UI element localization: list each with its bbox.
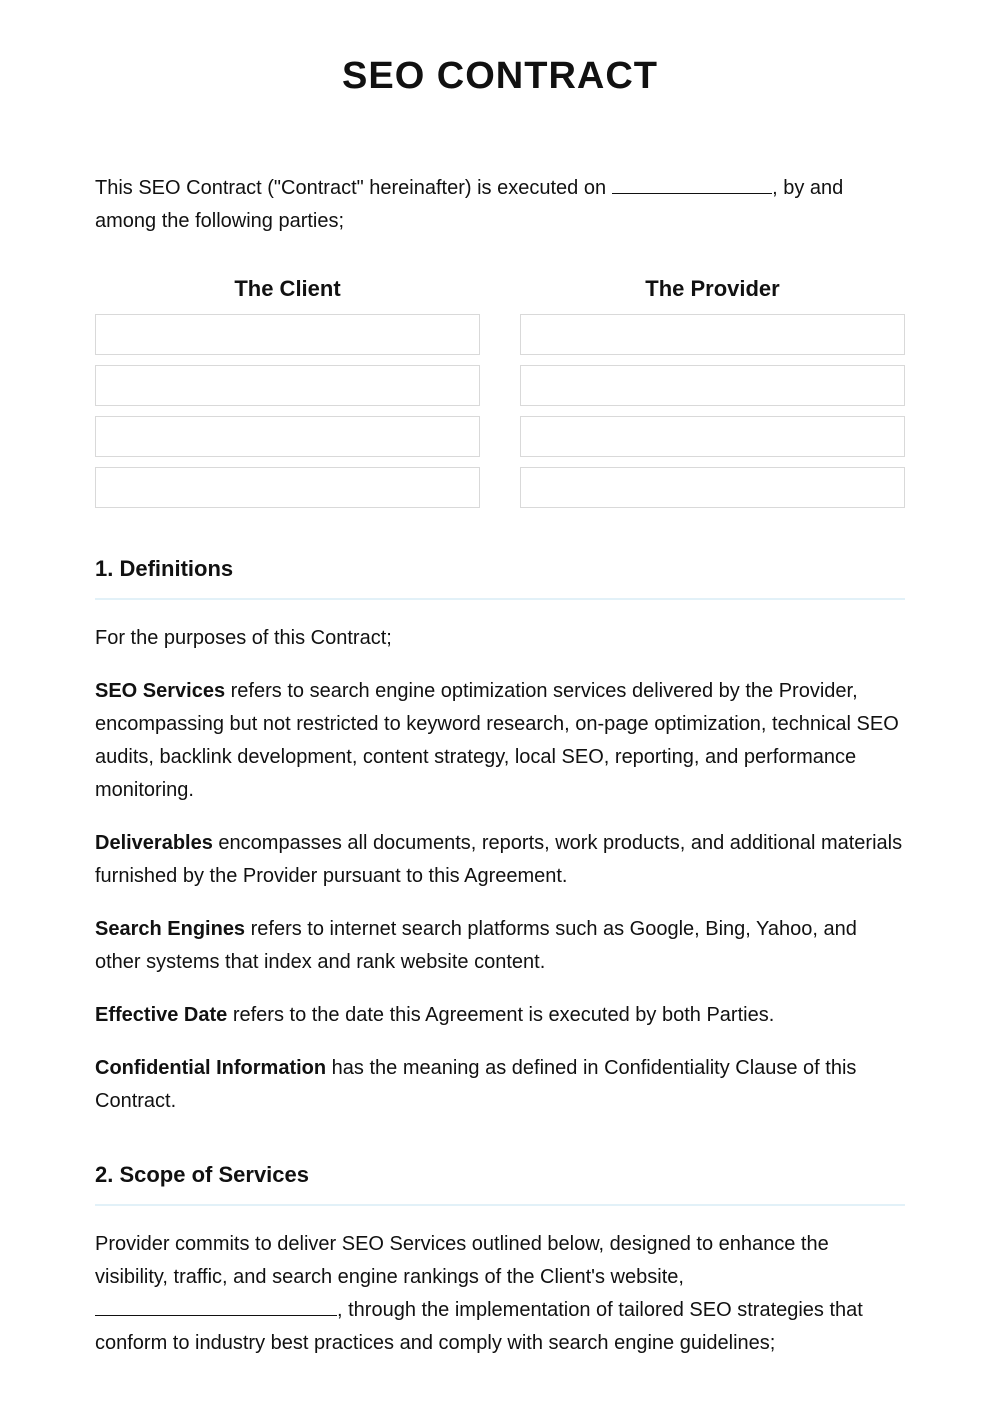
scope-paragraph (95, 1228, 905, 1360)
definition-term: Effective Date (95, 1004, 228, 1026)
scope-text-after: , through the implementation of tailored SEO strategies that conform to industry best practices and comply with search engine guidelines; (95, 1299, 863, 1354)
definitions-divider (95, 598, 905, 600)
definition-deliverables (95, 827, 905, 893)
scope-divider (95, 1204, 905, 1206)
parties-section (95, 274, 905, 518)
provider-field-3[interactable] (520, 416, 905, 457)
definition-term: Search Engines (95, 918, 246, 940)
definition-confidential-information (95, 1052, 905, 1118)
definitions-heading: 1. Definitions (95, 556, 234, 581)
definition-text: refers to search engine optimization services delivered by the Provider, encompassing but not restricted to keyword research, on-page optimization, technical SEO audits, backlink development, content strategy, local SEO, reporting, and performance monitoring. (95, 680, 899, 801)
client-field-1[interactable] (95, 314, 480, 355)
provider-column (520, 274, 905, 518)
definition-search-engines (95, 913, 905, 979)
scope-text-before: Provider commits to deliver SEO Services outlined below, designed to enhance the visibility, traffic, and search engine rankings of the Client's website, (95, 1233, 829, 1288)
definition-text: encompasses all documents, reports, work products, and additional materials furnished by the Provider pursuant to this Agreement. (95, 832, 903, 887)
definition-term: Confidential Information (95, 1057, 327, 1079)
execution-date-blank[interactable] (612, 172, 772, 194)
definition-text: refers to internet search platforms such as Google, Bing, Yahoo, and other systems that index and rank website content. (95, 918, 857, 973)
client-field-4[interactable] (95, 467, 480, 508)
provider-field-1[interactable] (520, 314, 905, 355)
provider-heading: The Provider (645, 276, 780, 301)
definition-term: SEO Services (95, 680, 226, 702)
definition-term: Deliverables (95, 832, 213, 854)
provider-field-2[interactable] (520, 365, 905, 406)
document-title: SEO CONTRACT (342, 55, 658, 97)
intro-paragraph (95, 172, 905, 238)
client-field-3[interactable] (95, 416, 480, 457)
definition-text: has the meaning as defined in Confidentiality Clause of this Contract. (95, 1057, 857, 1112)
intro-text-after: , by and among the following parties; (95, 177, 844, 232)
client-heading: The Client (234, 276, 341, 301)
definitions-lead: For the purposes of this Contract; (95, 627, 392, 649)
intro-text-before: This SEO Contract ("Contract" hereinafter) is executed on (95, 177, 607, 199)
client-column (95, 274, 480, 518)
definition-seo-services (95, 675, 905, 807)
definition-text: refers to the date this Agreement is executed by both Parties. (227, 1004, 775, 1026)
definition-effective-date (95, 999, 905, 1032)
provider-field-4[interactable] (520, 467, 905, 508)
website-blank[interactable] (95, 1294, 337, 1316)
client-field-2[interactable] (95, 365, 480, 406)
scope-heading: 2. Scope of Services (95, 1162, 309, 1187)
